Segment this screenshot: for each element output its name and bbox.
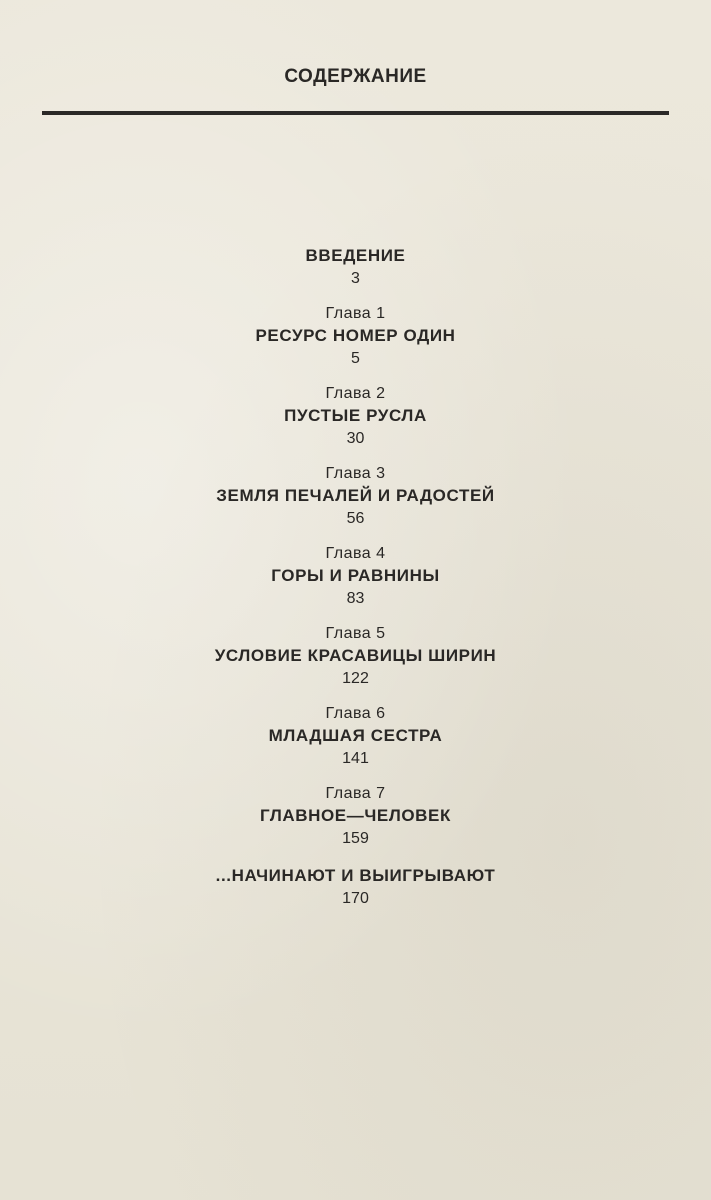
- toc-entry-chapter-1: [0, 304, 711, 370]
- toc-entry-chapter-7: [0, 784, 711, 850]
- toc-page-number: 5: [351, 350, 360, 367]
- toc-entry-chapter-4: [0, 544, 711, 610]
- toc-page-number: 3: [351, 270, 360, 287]
- toc-chapter-label: Глава 1: [325, 305, 386, 322]
- toc-entry-chapter-2: [0, 384, 711, 450]
- toc-entry-introduction: [0, 244, 711, 290]
- toc-chapter-label: Глава 3: [325, 465, 386, 482]
- toc-heading: ГЛАВНОЕ—ЧЕЛОВЕК: [260, 806, 451, 825]
- toc-heading: РЕСУРС НОМЕР ОДИН: [255, 326, 456, 345]
- toc-heading: МЛАДШАЯ СЕСТРА: [268, 726, 443, 745]
- title-divider: [42, 111, 669, 115]
- toc-page-number: 122: [342, 670, 369, 687]
- toc-chapter-label: Глава 4: [325, 545, 386, 562]
- toc-heading: ВВЕДЕНИЕ: [305, 246, 406, 265]
- toc-page-number: 159: [342, 830, 369, 847]
- toc-page-number: 83: [346, 590, 365, 607]
- toc-page-number: 141: [342, 750, 369, 767]
- toc-page-number: 30: [346, 430, 365, 447]
- toc-heading: ...НАЧИНАЮТ И ВЫИГРЫВАЮТ: [215, 866, 496, 885]
- toc-entry-chapter-3: [0, 464, 711, 530]
- toc-chapter-label: Глава 6: [325, 705, 386, 722]
- toc-chapter-label: Глава 2: [325, 385, 386, 402]
- toc-entry-chapter-6: [0, 704, 711, 770]
- table-of-contents: [0, 244, 711, 924]
- toc-heading: УСЛОВИЕ КРАСАВИЦЫ ШИРИН: [214, 646, 497, 665]
- toc-page-number: 170: [342, 890, 369, 907]
- toc-page-number: 56: [346, 510, 365, 527]
- toc-entry-chapter-5: [0, 624, 711, 690]
- toc-chapter-label: Глава 7: [325, 785, 386, 802]
- page-title: СОДЕРЖАНИЕ: [284, 66, 427, 87]
- toc-heading: ГОРЫ И РАВНИНЫ: [271, 566, 440, 585]
- toc-entry-conclusion: [0, 864, 711, 910]
- toc-chapter-label: Глава 5: [325, 625, 386, 642]
- toc-heading: ПУСТЫЕ РУСЛА: [284, 406, 427, 425]
- toc-heading: ЗЕМЛЯ ПЕЧАЛЕЙ И РАДОСТЕЙ: [216, 486, 495, 505]
